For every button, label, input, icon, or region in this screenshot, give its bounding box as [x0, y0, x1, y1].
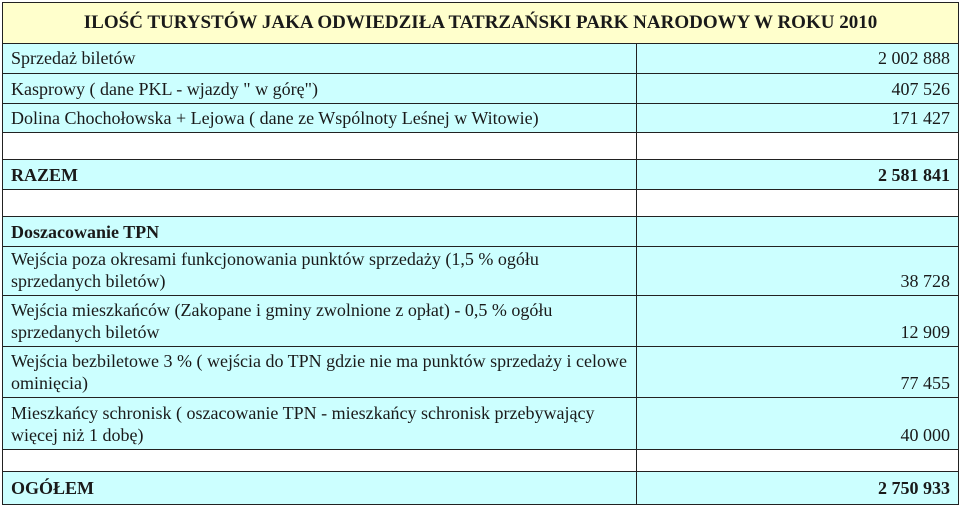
row-label: Kasprowy ( dane PKL - wjazdy " w górę") — [3, 74, 637, 104]
row-value: 38 728 — [637, 247, 959, 296]
grand-total-value: 2 750 933 — [637, 472, 959, 505]
row-label: Sprzedaż biletów — [3, 43, 637, 74]
row-value: 171 427 — [637, 103, 959, 133]
row-value: 12 909 — [637, 296, 959, 347]
table-row — [3, 74, 959, 104]
total-label: RAZEM — [3, 159, 637, 190]
total-row — [3, 159, 959, 190]
spacer-row — [3, 133, 959, 159]
grand-total-row — [3, 472, 959, 505]
row-label: Dolina Chochołowska + Lejowa ( dane ze Wspólnoty Leśnej w Witowie) — [3, 103, 637, 133]
table-row — [3, 43, 959, 74]
table-row — [3, 103, 959, 133]
spacer-row — [3, 190, 959, 216]
total-value: 2 581 841 — [637, 159, 959, 190]
table-row — [3, 398, 959, 450]
tourist-count-table — [2, 2, 959, 505]
row-label: Wejścia poza okresami funkcjonowania punktów sprzedaży (1,5 % ogółu sprzedanych biletów) — [3, 247, 637, 296]
row-label: Wejścia mieszkańców (Zakopane i gminy zwolnione z opłat) - 0,5 % ogółu sprzedanych biletów — [3, 296, 637, 347]
section-header: Doszacowanie TPN — [3, 216, 637, 247]
row-label: Wejścia bezbiletowe 3 % ( wejścia do TPN gdzie nie ma punktów sprzedaży i celowe ominięcia) — [3, 347, 637, 398]
row-value: 2 002 888 — [637, 43, 959, 74]
row-value: 40 000 — [637, 398, 959, 450]
section-header-row — [3, 216, 959, 247]
table-title: ILOŚĆ TURYSTÓW JAKA ODWIEDZIŁA TATRZAŃSKI PARK NARODOWY W ROKU 2010 — [3, 3, 959, 44]
grand-total-label: OGÓŁEM — [3, 472, 637, 505]
table-row — [3, 247, 959, 296]
row-value: 77 455 — [637, 347, 959, 398]
spacer-row — [3, 449, 959, 471]
table-row — [3, 296, 959, 347]
table-row — [3, 347, 959, 398]
table-title-row — [3, 3, 959, 44]
row-value: 407 526 — [637, 74, 959, 104]
row-label: Mieszkańcy schronisk ( oszacowanie TPN - mieszkańcy schronisk przebywający więcej niż 1 dobę) — [3, 398, 637, 450]
